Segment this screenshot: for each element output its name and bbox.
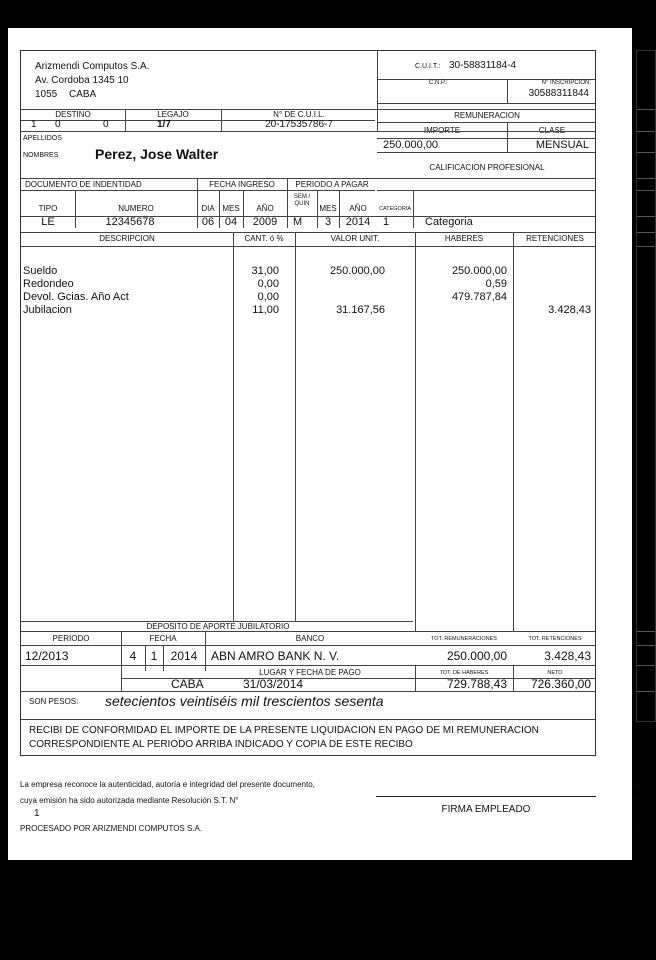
numero-value: 12345678 [105,216,155,228]
tipo-value: LE [41,216,55,228]
company-city: CABA [69,89,97,100]
cnp-label: C.N.P.: [429,80,448,86]
calificacion-value: Categoria [425,216,473,228]
destino-value: 0 [55,119,61,130]
row-haberes: 479.787,84 [451,291,507,303]
row-cant: 0,00 [257,278,279,290]
mes-label: MES [222,204,240,213]
edge-text-1: L [636,780,641,789]
row-desc: Redondeo [23,278,74,290]
tot-hab-label: TOT. DE HABERES [439,670,489,676]
cuil-label: N° DE C.U.I.L. [273,110,325,119]
row-haberes: 0,59 [485,278,507,290]
tot-rem-value: 250.000,00 [446,649,507,663]
row-cant: 11,00 [252,304,279,316]
tot-ret-value: 3.428,43 [544,649,591,663]
legajo-value: 1/7 [157,119,171,130]
dep-fecha-label: FECHA [149,634,177,643]
row-desc: Jubilacion [23,304,72,316]
dep-fecha-month: 1 [150,649,158,663]
dep-periodo-label: PERIODO [52,634,90,643]
row-valor: 250.000,00 [329,265,385,277]
doc-label: DOCUMENTO DE INDENTIDAD [25,180,142,189]
row-haberes: 250.000,00 [451,265,507,277]
row-desc: Sueldo [23,265,58,277]
th-valor-unit: VALOR UNIT. [330,234,380,243]
son-pesos-text: setecientos veintiséis mil trescientos sesenta [105,693,384,709]
categoria-label: CATEGORIA [379,206,411,212]
pmes-value: 3 [324,216,332,228]
tot-rem-label: TOT. REMUNERACIONES [431,636,497,642]
remuneracion-title: REMUNERACION [454,111,520,120]
recibi-line-1: RECIBI DE CONFORMIDAD EL IMPORTE DE LA PRESENTE LIQUIDACION EN PAGO DE MI REMUNERACION [29,725,539,736]
firma-label: FIRMA EMPLEADO [441,804,531,815]
legal-line-2: cuya emisión ha sido autorizada mediante Resolución S.T. N° [20,796,239,805]
row-cant: 0,00 [257,291,279,303]
th-haberes: HABERES [444,234,484,243]
dep-banco-label: BANCO [295,634,325,643]
duplicate-receipt-edge [636,50,656,722]
tipo-label: TIPO [38,204,58,213]
dep-fecha-day: 4 [129,649,137,663]
legajo-a: 0 [103,119,109,130]
dep-fecha-year: 2014 [170,649,198,663]
dep-banco-value: ABN AMRO BANK N. V. [211,649,340,663]
fecha-ingreso-label: FECHA INGRESO [209,180,275,189]
row-desc: Devol. Gcias. Año Act [23,291,129,303]
deposito-title: DEPOSITO DE APORTE JUBILATORIO [146,622,290,631]
row-valor: 31.167,56 [336,304,385,316]
pay-receipt [20,50,596,756]
receipt-paper [8,28,641,860]
destino-label: DESTINO [55,110,91,119]
company-postal: 1055 [35,89,58,100]
legal-line-1: La empresa reconoce la autenticidad, autoría e integridad del presente documento, [20,780,315,789]
numero-label: NUMERO [118,204,154,213]
inscripcion-value: 30588311844 [528,88,589,99]
dep-periodo-value: 12/2013 [25,649,69,663]
tot-ret-label: TOT. RETENCIONES [528,636,582,642]
edge-text-2: c [636,796,640,805]
th-retenciones: RETENCIONES [526,234,584,243]
neto-label: NETO [547,670,563,676]
inscripcion-label: N° INSCRIPCION: [541,80,591,86]
fecha-pago-value: 31/03/2014 [243,677,304,691]
legajo-label: LEGAJO [157,110,189,119]
th-descripcion: DESCRIPCION [99,234,155,243]
clase-value: MENSUAL [535,139,589,151]
lugar-value: CABA [171,677,204,691]
lugar-label: LUGAR Y FECHA DE PAGO [259,668,361,677]
son-pesos-label: SON PESOS: [29,697,79,706]
company-name: Arizmendi Computos S.A. [35,61,150,72]
dia-value: 06 [201,216,215,228]
panio-label: AÑO [349,204,367,213]
th-cantidad: CANT. ó % [244,234,284,243]
apellidos-label: APELLIDOS [23,135,62,142]
row-ret: 3.428,43 [548,304,591,316]
semquin-label-2: QUIN [294,201,310,207]
cuit-label: C.U.I.T.: [415,63,441,70]
row-cant: 31,00 [251,265,279,277]
tot-hab-value: 729.788,43 [446,677,507,691]
resolucion-number: 1 [34,808,40,819]
anio-label: AÑO [256,204,274,213]
pmes-label: MES [319,204,337,213]
calificacion-label: CALIFICACION PROFESIONAL [429,163,545,172]
nombres-label: NOMBRES [23,152,59,159]
anio-value: 2009 [252,216,278,228]
procesado-text: PROCESADO POR ARIZMENDI COMPUTOS S.A. [20,824,203,833]
periodo-label: PERIODO A PAGAR [295,180,369,189]
panio-value: 2014 [345,216,371,228]
importe-value: 250.000,00 [383,139,439,151]
firma-line [376,796,596,797]
cuil-value: 20-17535786-7 [265,119,333,130]
clase-label: CLASE [538,126,566,135]
mes-value: 04 [224,216,238,228]
cuit-value: 30-58831184-4 [449,60,517,71]
destino-sub: 1 [31,119,37,130]
neto-value: 726.360,00 [530,677,591,691]
company-address: Av. Cordoba 1345 10 [35,75,129,86]
edge-text-3: F [636,824,641,833]
recibi-line-2: CORRESPONDIENTE AL PERIODO ARRIBA INDICADO Y COPIA DE ESTE RECIBO [29,739,413,750]
employee-name: Perez, Jose Walter [95,146,219,162]
importe-label: IMPORTE [423,126,461,135]
dia-label: DIA [201,204,215,213]
categoria-value: 1 [383,216,390,228]
semquin-value: M [293,216,303,228]
semquin-label-1: SEM / [293,194,311,200]
